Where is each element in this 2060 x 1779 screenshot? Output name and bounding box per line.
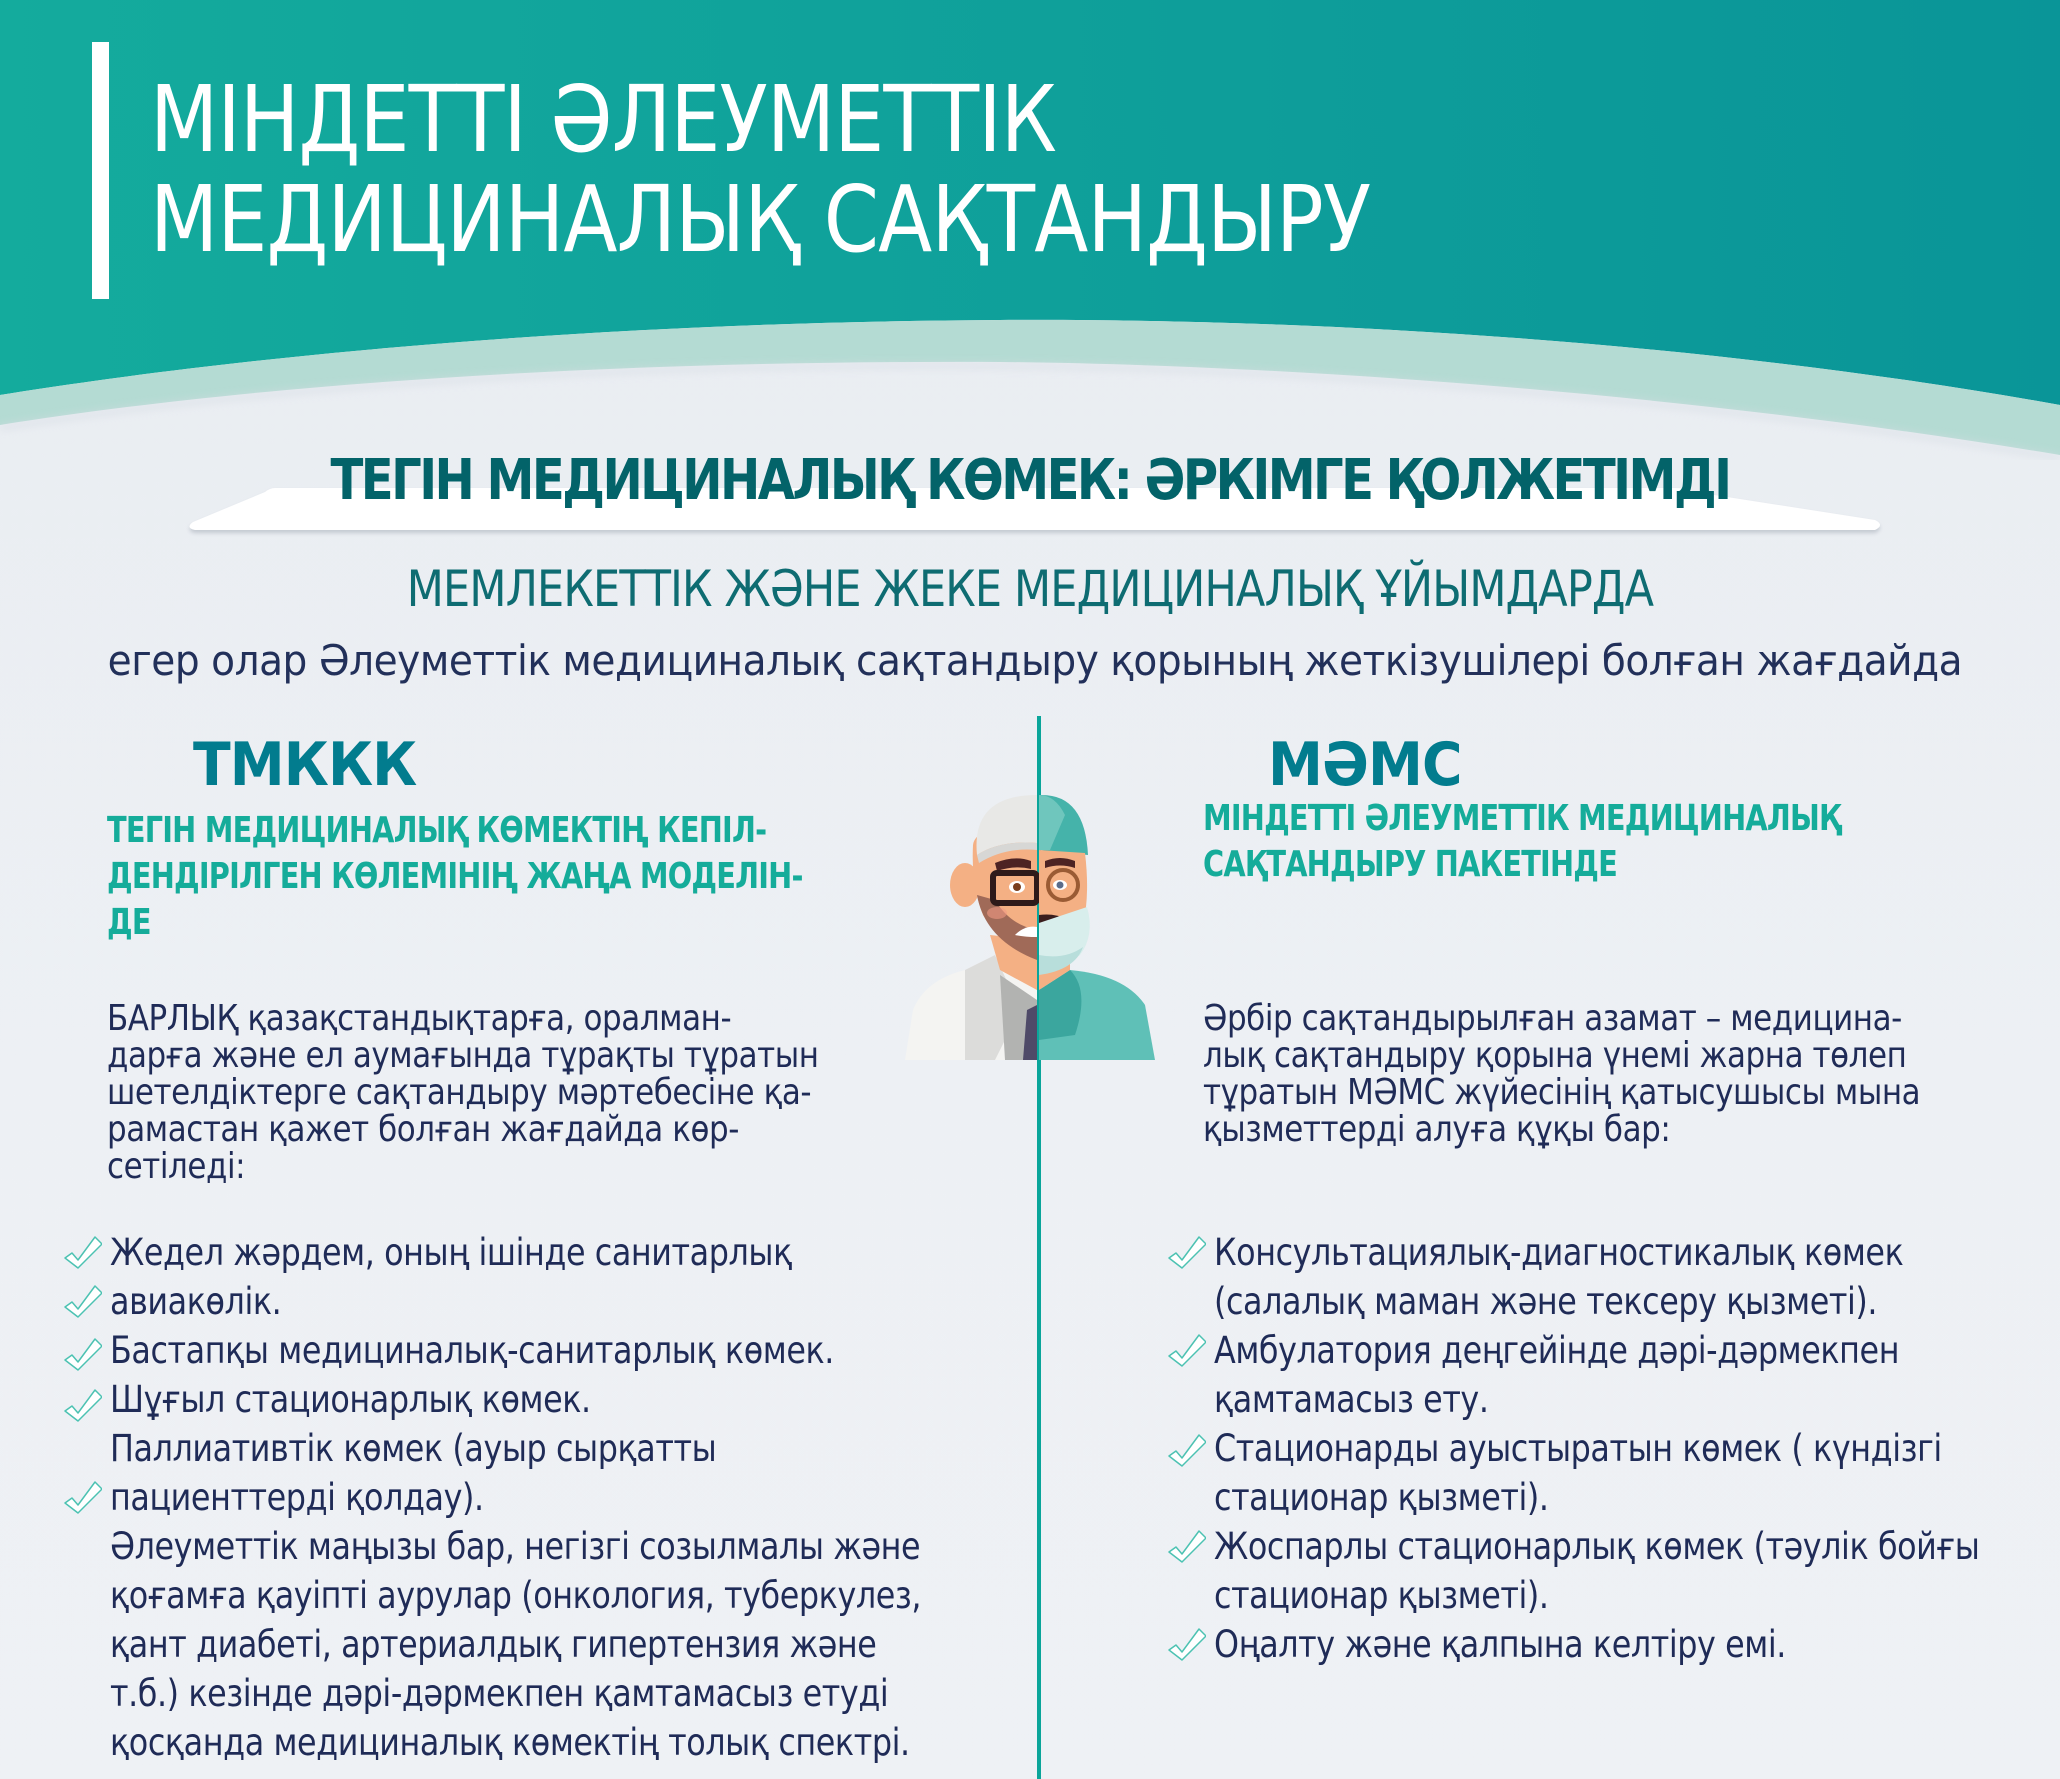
left-services-list [62, 1228, 1053, 1767]
checkmark-icon [1166, 1626, 1206, 1662]
list-item: қосқанда медициналық көмектің толық спектрі. [110, 1721, 910, 1764]
left-description-line: рамастан қажет болған жағдайда көр- [107, 1109, 739, 1150]
intro-heading: МЕМЛЕКЕТТІК ЖӘНЕ ЖЕКЕ МЕДИЦИНАЛЫҚ ҰЙЫМДАРДА [406, 560, 1654, 618]
left-description-line: сетіледі: [107, 1146, 246, 1187]
list-item: т.б.) кезінде дәрі-дәрмекпен қамтамасыз етуді [110, 1672, 889, 1715]
right-subtitle-line: САҚТАНДЫРУ ПАКЕТІНДЕ [1203, 844, 1618, 885]
page-title [150, 66, 1371, 273]
left-subtitle-line: ТЕГІН МЕДИЦИНАЛЫҚ КӨМЕКТІҢ КЕПІЛ- [107, 810, 767, 851]
left-column-description [107, 1000, 819, 1185]
right-description-line: тұратын МӘМС жүйесінің қатысушысы мына [1203, 1072, 1921, 1113]
right-column-description [1203, 1000, 1920, 1148]
checkmark-icon [62, 1283, 102, 1319]
list-item: Әлеуметтік маңызы бар, негізгі созылмалы және [110, 1525, 921, 1568]
list-item: Жедел жәрдем, оның ішінде санитарлық [62, 1228, 1053, 1277]
list-item: Шұғыл стационарлық көмек. [62, 1375, 1053, 1424]
intro-condition: егер олар Әлеуметтік медициналық сақтандыру қорының жеткізушілері болған жағдайда [107, 636, 1963, 685]
checkmark-icon [62, 1387, 102, 1423]
list-item: Оңалту және қалпына келтіру емі. [1166, 1620, 2060, 1669]
checkmark-icon [1166, 1332, 1206, 1368]
right-subtitle-line: МІНДЕТТІ ӘЛЕУМЕТТІК МЕДИЦИНАЛЫҚ [1203, 798, 1841, 839]
right-column-subtitle [1203, 796, 1841, 888]
list-item: Консультациялық-диагностикалық көмек [1166, 1228, 2060, 1277]
list-item: Бастапқы медициналық-санитарлық көмек. [62, 1326, 1053, 1375]
page-title-line-2: МЕДИЦИНАЛЫҚ САҚТАНДЫРУ [150, 166, 1371, 273]
right-services-list [1166, 1228, 2060, 1669]
page-title-line-1: МІНДЕТТІ ӘЛЕУМЕТТІК [150, 66, 1057, 173]
ribbon-heading: ТЕГІН МЕДИЦИНАЛЫҚ КӨМЕК: ӘРКІМГЕ ҚОЛЖЕТІМДІ [330, 448, 1730, 513]
list-item: қамтамасыз ету. [1214, 1378, 1489, 1421]
list-item: авиакөлік. [62, 1277, 1053, 1326]
list-item: Паллиативтік көмек (ауыр сырқатты [110, 1427, 717, 1470]
left-subtitle-line: ДЕНДІРІЛГЕН КӨЛЕМІНІҢ ЖАҢА МОДЕЛІН- [107, 856, 803, 897]
right-description-line: Әрбір сақтандырылған азамат – медицина- [1203, 998, 1902, 1039]
list-item: Стационарды ауыстыратын көмек ( күндізгі [1166, 1424, 2060, 1473]
left-column-subtitle [107, 808, 803, 946]
checkmark-icon [62, 1336, 102, 1372]
checkmark-icon [1166, 1234, 1206, 1270]
right-description-line: қызметтерді алуға құқы бар: [1203, 1109, 1671, 1150]
title-accent-bar [92, 42, 109, 299]
list-item: (салалық маман және тексеру қызметі). [1214, 1280, 1878, 1323]
doctor-half-split-icon [905, 775, 1160, 1060]
checkmark-icon [1166, 1432, 1206, 1468]
checkmark-icon [1166, 1528, 1206, 1564]
left-description-line: БАРЛЫҚ қазақстандықтарға, оралман- [107, 998, 732, 1039]
left-description-line: шетелдіктерге сақтандыру мәртебесіне қа- [107, 1072, 812, 1113]
list-item: қоғамға қауіпті аурулар (онкология, туберкулез, [110, 1574, 922, 1617]
list-item: стационар қызметі). [1214, 1574, 1549, 1617]
list-item: Жоспарлы стационарлық көмек (тәулік бойғы [1166, 1522, 2060, 1571]
list-item: Амбулатория деңгейінде дәрі-дәрмекпен [1166, 1326, 2060, 1375]
right-description-line: лық сақтандыру қорына үнемі жарна төлеп [1203, 1035, 1907, 1076]
list-item: қант диабеті, артериалдық гипертензия және [110, 1623, 877, 1666]
right-column-abbr: МӘМС [1268, 730, 1462, 800]
list-item: стационар қызметі). [1214, 1476, 1549, 1519]
list-item: пациенттерді қолдау). [62, 1473, 1053, 1522]
checkmark-icon [62, 1234, 102, 1270]
left-subtitle-line: ДЕ [107, 902, 151, 943]
left-column-abbr: ТМККК [193, 730, 417, 800]
checkmark-icon [62, 1479, 102, 1515]
left-description-line: дарға және ел аумағында тұрақты тұратын [107, 1035, 819, 1076]
